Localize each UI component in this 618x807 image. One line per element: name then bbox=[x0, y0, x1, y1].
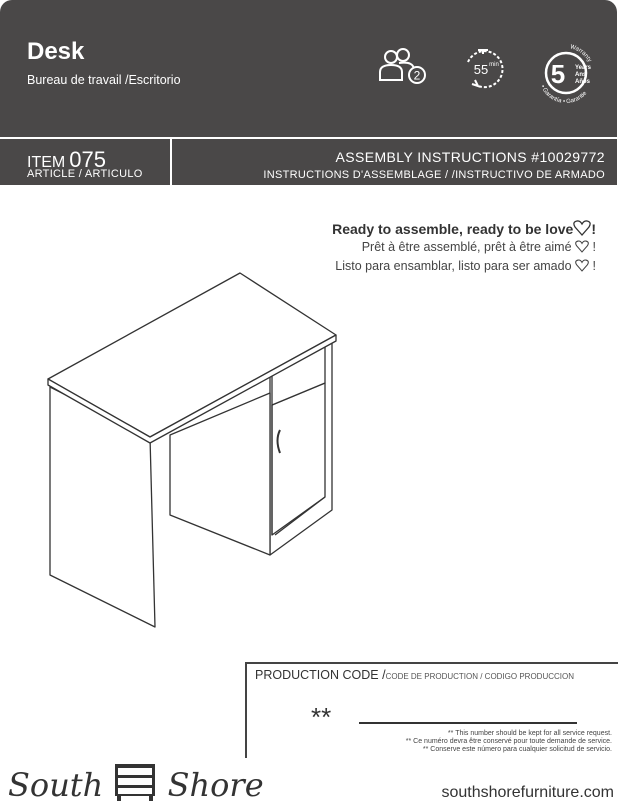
website-url[interactable]: southshorefurniture.com bbox=[441, 784, 614, 801]
warranty-unit-fr: Ans bbox=[575, 72, 587, 78]
warranty-years: 5 bbox=[550, 59, 566, 89]
people-count: 2 bbox=[413, 68, 421, 83]
production-note-es: ** Conserve este número para cualquier solicitud de servicio. bbox=[422, 746, 612, 753]
heart-icon bbox=[573, 220, 591, 236]
production-note-fr: ** Ce numéro devra être conservé pour toute demande de service. bbox=[405, 738, 612, 745]
production-code-label-en: PRODUCTION CODE / bbox=[255, 668, 386, 682]
header-banner bbox=[0, 0, 617, 185]
heart-icon bbox=[575, 240, 589, 253]
item-label: ITEM bbox=[27, 154, 66, 171]
warranty-unit-es: Años bbox=[575, 79, 590, 85]
production-code-label-small: CODE DE PRODUCTION / CODIGO PRODUCCION bbox=[385, 672, 575, 681]
production-code-box bbox=[245, 662, 618, 758]
item-number-value: 075 bbox=[69, 147, 106, 172]
dresser-icon bbox=[113, 762, 157, 802]
tagline-fr-text: Prêt à être assemblé, prêt à être aimé bbox=[361, 240, 572, 254]
tagline-es-text: Listo para ensamblar, listo para ser amado bbox=[335, 259, 572, 273]
tagline-fr-suffix: ! bbox=[592, 240, 596, 254]
timer-icon bbox=[458, 44, 508, 94]
brand-right: Shore bbox=[167, 766, 264, 804]
tagline-es-suffix: ! bbox=[592, 259, 596, 273]
heart-icon bbox=[575, 259, 589, 272]
warranty-ring-top: Warranty bbox=[569, 44, 593, 64]
time-unit: min bbox=[489, 62, 499, 68]
people-icon bbox=[377, 48, 427, 88]
tagline-en-text: Ready to assemble, ready to be love bbox=[332, 221, 574, 237]
item-sub-label: ARTICLE / ARTICULO bbox=[27, 168, 143, 180]
tagline-en bbox=[332, 220, 596, 237]
production-code-stars: ** bbox=[311, 702, 332, 732]
tagline-es bbox=[335, 259, 596, 273]
warranty-ring-bottom: • Garantía • Garantie bbox=[539, 84, 589, 106]
brand-left: South bbox=[8, 766, 104, 804]
brand-logo bbox=[8, 762, 264, 804]
product-title: Desk bbox=[27, 38, 85, 65]
assembly-instructions-title: ASSEMBLY INSTRUCTIONS #10029772 bbox=[335, 149, 605, 165]
header-divider bbox=[0, 137, 617, 139]
production-code-label bbox=[255, 668, 574, 682]
tagline-fr bbox=[362, 240, 596, 254]
production-note-en: ** This number should be kept for all service request. bbox=[447, 730, 612, 737]
product-subtitle: Bureau de travail /Escritorio bbox=[27, 73, 181, 87]
tagline-en-suffix: ! bbox=[591, 221, 596, 237]
desk-illustration bbox=[40, 265, 350, 635]
time-minutes: 55 bbox=[473, 62, 489, 77]
warranty-badge-icon bbox=[531, 40, 601, 106]
production-code-line bbox=[359, 722, 577, 724]
warranty-unit-en: Years bbox=[575, 65, 592, 71]
header-vertical-divider bbox=[170, 139, 172, 185]
assembly-instructions-sub: INSTRUCTIONS D'ASSEMBLAGE / /INSTRUCTIVO DE ARMADO bbox=[263, 169, 605, 181]
